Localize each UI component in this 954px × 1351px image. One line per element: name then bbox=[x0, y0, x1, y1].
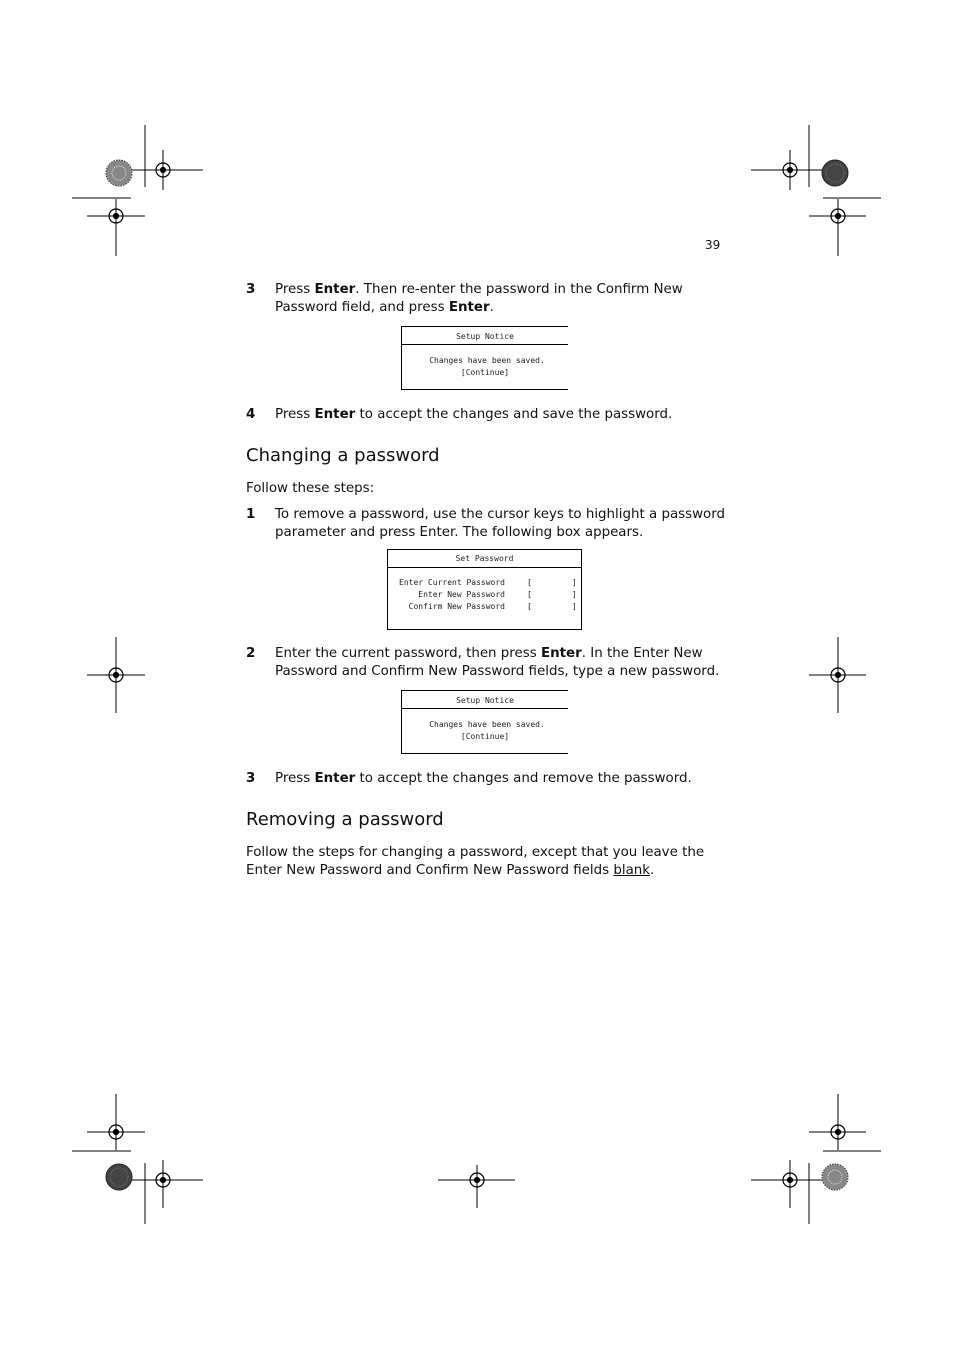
key-enter: Enter bbox=[448, 299, 490, 315]
divider bbox=[402, 708, 568, 709]
heading-removing-password: Removing a password bbox=[246, 809, 444, 830]
starburst-registration-icon bbox=[106, 160, 132, 186]
setup-notice-dialog bbox=[401, 690, 568, 754]
step-number: 3 bbox=[246, 771, 256, 786]
key-enter: Enter bbox=[314, 407, 356, 422]
dialog-title: Set Password bbox=[455, 554, 514, 563]
dialog-title: Setup Notice bbox=[456, 696, 514, 705]
step-number: 3 bbox=[246, 282, 256, 297]
blank-emphasis: blank bbox=[613, 862, 651, 878]
divider bbox=[388, 567, 581, 568]
dialog-message: Changes have been saved. bbox=[429, 720, 545, 729]
step-text: Enter the current password, then press Enter. In the Enter New Password and Confirm New Password fields, type a new password. bbox=[275, 646, 720, 679]
step-text: To remove a password, use the cursor keys to highlight a password parameter and press Enter. The following box appears. bbox=[275, 507, 726, 540]
field-enter-current-password: Enter Current Password [ ] bbox=[399, 578, 577, 587]
continue-option: [Continue] bbox=[460, 368, 510, 377]
key-enter: Enter bbox=[540, 646, 582, 661]
continue-option: [Continue] bbox=[460, 732, 510, 741]
starburst-registration-icon bbox=[106, 1164, 132, 1190]
step-text: Press Enter to accept the changes and save the password. bbox=[275, 407, 673, 422]
page-number: 39 bbox=[705, 238, 721, 252]
field-confirm-new-password: Confirm New Password [ ] bbox=[408, 602, 577, 611]
step-text: Press Enter to accept the changes and remove the password. bbox=[275, 771, 692, 786]
key-enter: Enter bbox=[314, 282, 356, 297]
step-number: 1 bbox=[246, 507, 256, 522]
removing-text: Follow the steps for changing a password, except that you leave the Enter New Password and Confirm New Password fields blank. bbox=[246, 845, 705, 878]
field-enter-new-password: Enter New Password [ ] bbox=[418, 590, 577, 599]
starburst-registration-icon bbox=[822, 160, 848, 186]
field-label: Confirm New Password bbox=[408, 602, 505, 611]
starburst-registration-icon bbox=[822, 1164, 848, 1190]
dialog-message: Changes have been saved. bbox=[429, 356, 545, 365]
dialog-title: Setup Notice bbox=[456, 332, 514, 341]
step-text: Press Enter. Then re-enter the password in the Confirm New Password field, and press Enter. bbox=[275, 282, 683, 315]
setup-notice-dialog bbox=[401, 326, 568, 390]
step-number: 4 bbox=[246, 407, 256, 422]
field-label: Enter New Password bbox=[418, 590, 505, 599]
step-number: 2 bbox=[246, 646, 256, 661]
key-enter: Enter bbox=[314, 771, 356, 786]
heading-changing-password: Changing a password bbox=[246, 445, 440, 466]
field-label: Enter Current Password bbox=[399, 578, 505, 587]
set-password-dialog bbox=[387, 549, 582, 630]
divider bbox=[402, 344, 568, 345]
intro-text: Follow these steps: bbox=[246, 481, 375, 496]
